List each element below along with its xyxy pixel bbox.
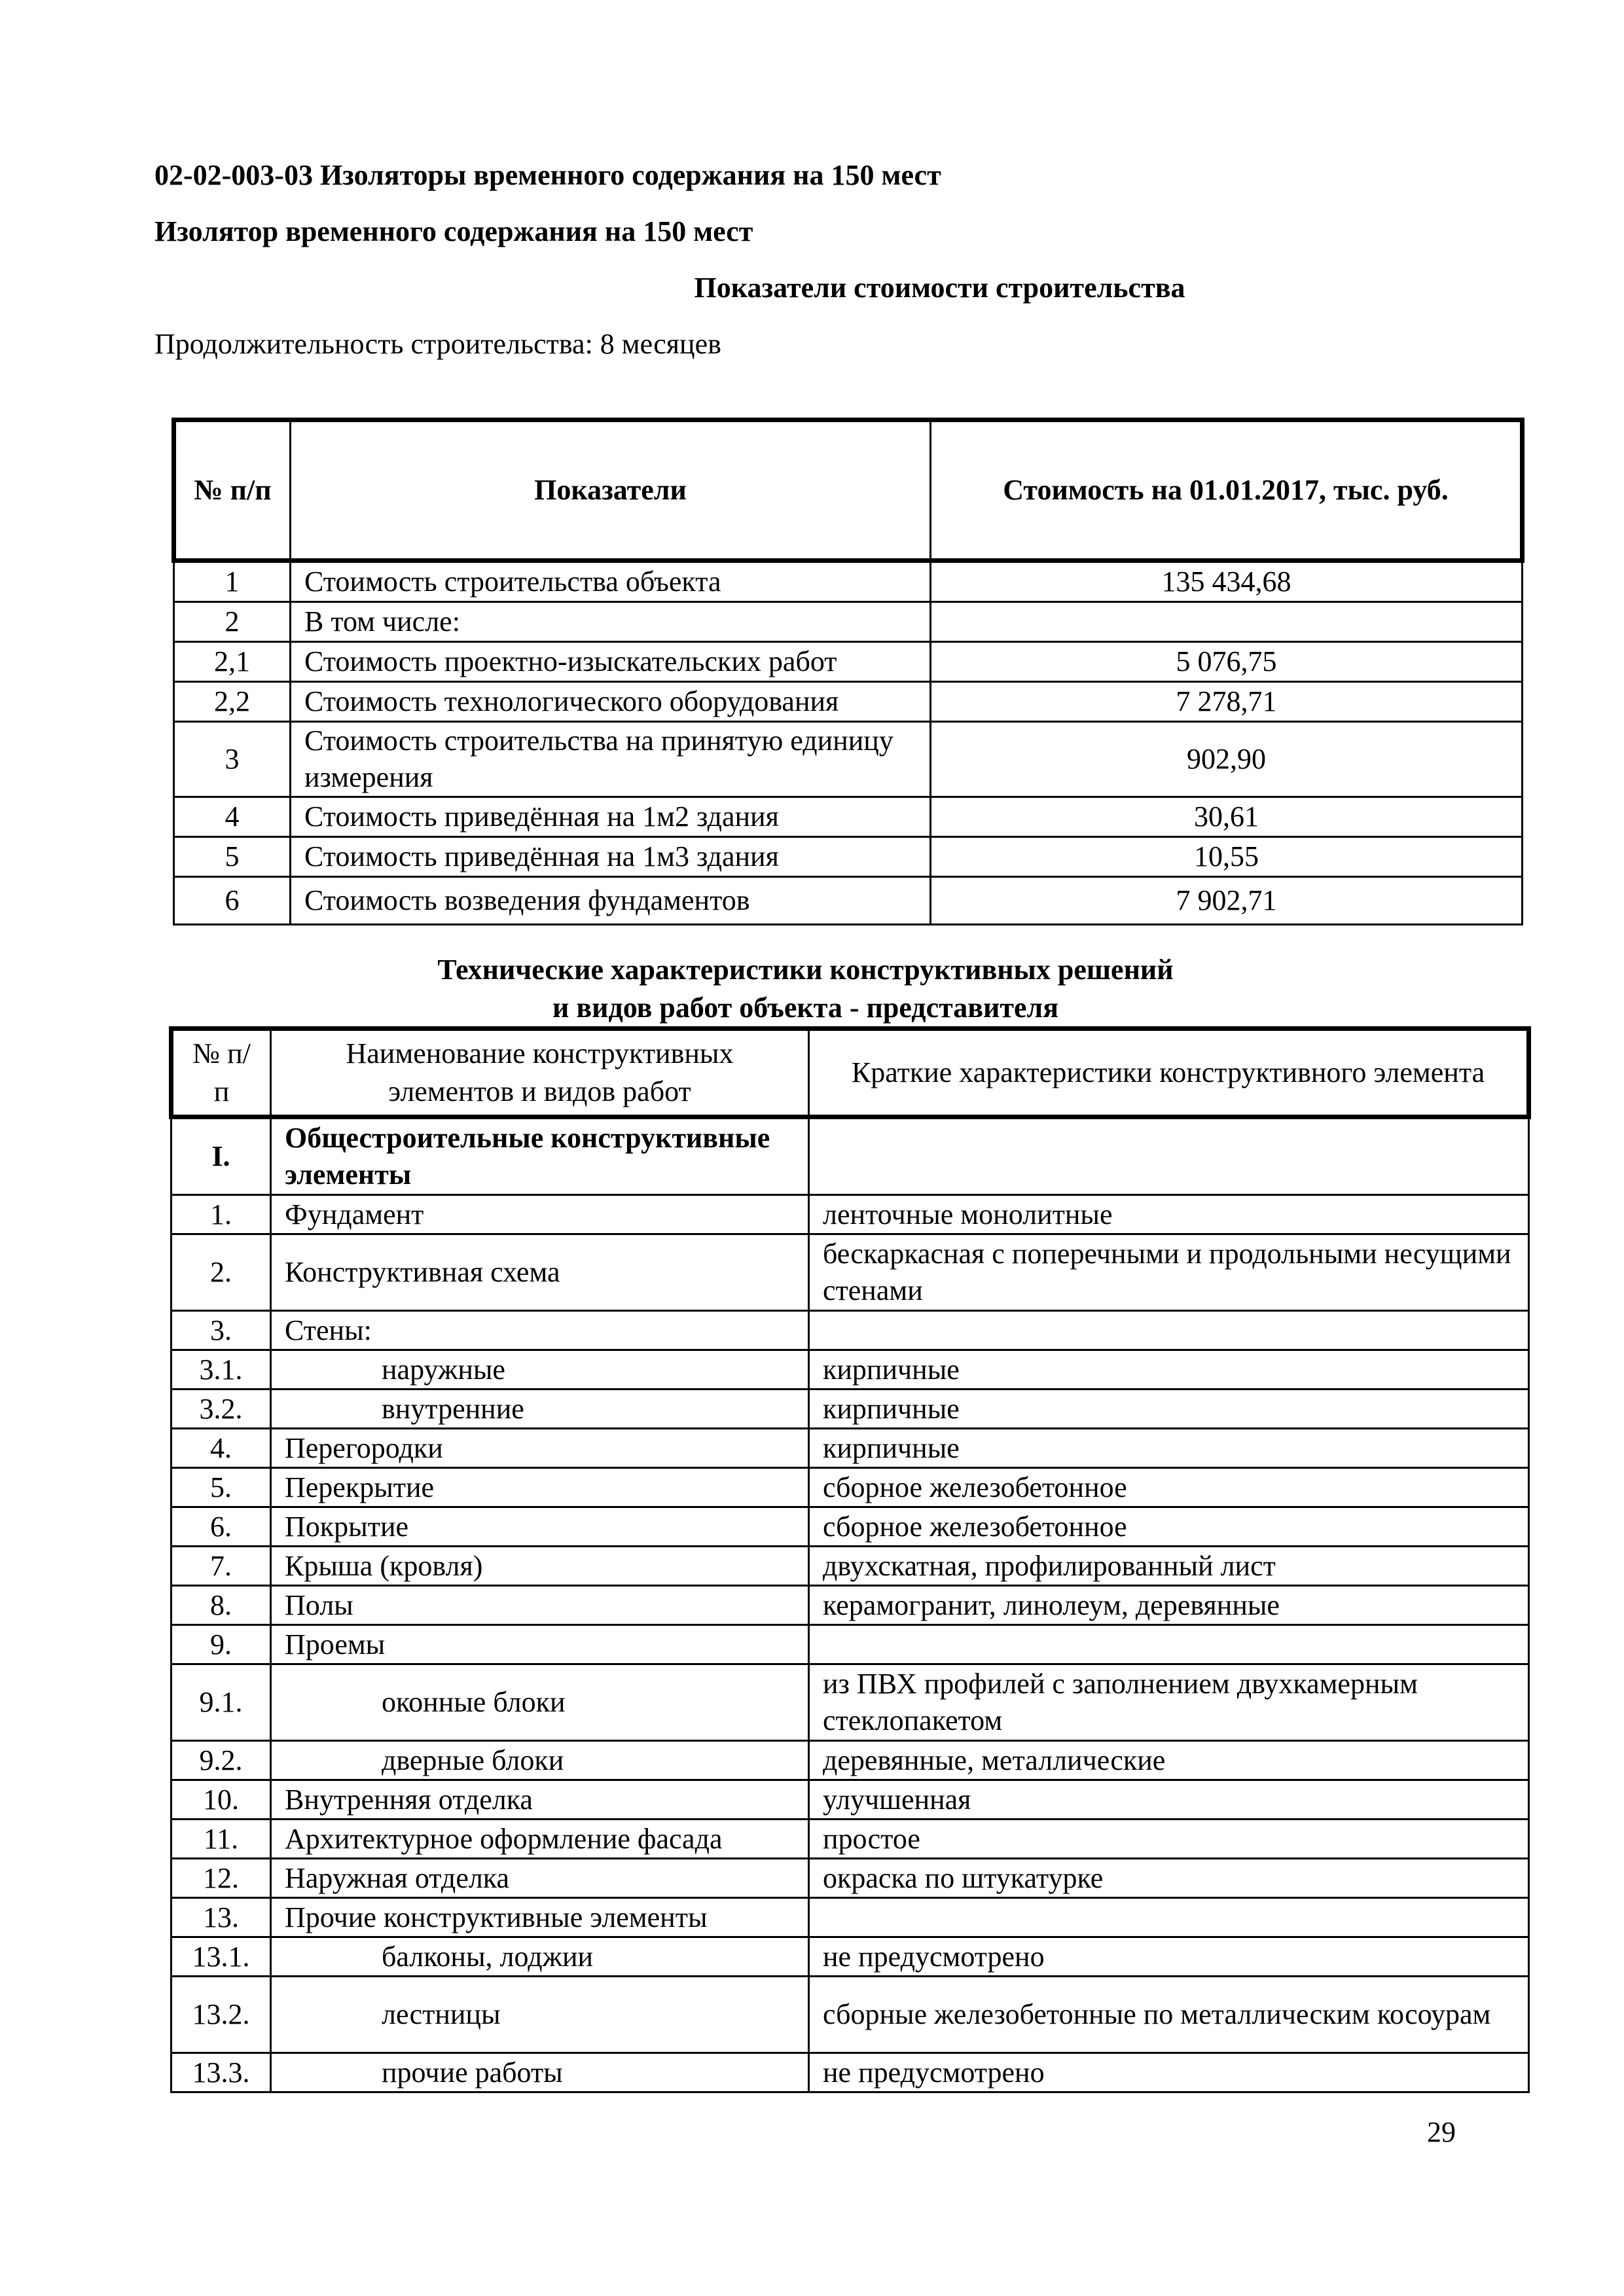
row-name: балконы, лоджии xyxy=(271,1937,809,1977)
row-num: 2,1 xyxy=(174,642,291,682)
row-num: 6 xyxy=(174,877,291,925)
row-num: 4. xyxy=(171,1429,271,1468)
table-row xyxy=(174,722,1523,797)
row-name: Стоимость приведённая на 1м3 здания xyxy=(291,837,931,877)
section-title: Показатели стоимости строительства xyxy=(694,272,1185,304)
row-value: 902,90 xyxy=(931,722,1523,797)
row-num: 12. xyxy=(171,1859,271,1898)
row-num: 11. xyxy=(171,1820,271,1859)
row-num: 3 xyxy=(174,722,291,797)
cost-table-header-row xyxy=(174,420,1523,561)
tech-table-header-row xyxy=(171,1029,1529,1117)
header-cost: Стоимость на 01.01.2017, тыс. руб. xyxy=(931,420,1523,561)
table-row xyxy=(174,602,1523,642)
table-row xyxy=(174,561,1523,602)
row-name: Конструктивная схема xyxy=(271,1234,809,1311)
row-desc: сборные железобетонные по металлическим косоурам xyxy=(809,1977,1529,2053)
row-value: 7 902,71 xyxy=(931,877,1523,925)
row-name: Стены: xyxy=(271,1311,809,1350)
row-name: Общестроительные конструктивные элементы xyxy=(271,1117,809,1195)
row-name: наружные xyxy=(271,1350,809,1390)
row-num: 7. xyxy=(171,1547,271,1586)
row-num: 5 xyxy=(174,837,291,877)
table-row xyxy=(171,1350,1529,1390)
row-name: Перегородки xyxy=(271,1429,809,1468)
row-num: 9.1. xyxy=(171,1664,271,1741)
row-desc: сборное железобетонное xyxy=(809,1468,1529,1507)
table-row xyxy=(171,1429,1529,1468)
row-desc: керамогранит, линолеум, деревянные xyxy=(809,1586,1529,1625)
table-row xyxy=(171,1586,1529,1625)
tech-title-line2: и видов работ объекта - представителя xyxy=(552,992,1058,1024)
row-value xyxy=(931,602,1523,642)
table-row xyxy=(171,1195,1529,1234)
row-desc xyxy=(809,1625,1529,1664)
row-num: 10. xyxy=(171,1780,271,1820)
row-num: 8. xyxy=(171,1586,271,1625)
header-characteristics: Краткие характеристики конструктивного элемента xyxy=(809,1029,1529,1117)
page-number: 29 xyxy=(1427,2116,1456,2148)
row-num: 13.2. xyxy=(171,1977,271,2053)
row-num: 1 xyxy=(174,561,291,602)
row-name: Наружная отделка xyxy=(271,1859,809,1898)
row-name: оконные блоки xyxy=(271,1664,809,1741)
table-row xyxy=(171,1780,1529,1820)
row-value: 30,61 xyxy=(931,797,1523,837)
row-desc: кирпичные xyxy=(809,1350,1529,1390)
row-num: 2. xyxy=(171,1234,271,1311)
row-name: Стоимость строительства на принятую единицу измерения xyxy=(291,722,931,797)
row-name: Крыша (кровля) xyxy=(271,1547,809,1586)
header-num: № п/п xyxy=(171,1029,271,1117)
construction-duration: Продолжительность строительства: 8 месяцев xyxy=(154,328,721,360)
table-row xyxy=(174,837,1523,877)
row-num: 2,2 xyxy=(174,682,291,722)
header-indicators: Показатели xyxy=(291,420,931,561)
row-name: Стоимость проектно-изыскательских работ xyxy=(291,642,931,682)
header-element-name: Наименование конструктивных элементов и видов работ xyxy=(271,1029,809,1117)
row-desc: не предусмотрено xyxy=(809,2053,1529,2092)
row-name: Архитектурное оформление фасада xyxy=(271,1820,809,1859)
row-desc: сборное железобетонное xyxy=(809,1507,1529,1547)
row-value: 7 278,71 xyxy=(931,682,1523,722)
row-num: 3.1. xyxy=(171,1350,271,1390)
table-row xyxy=(174,877,1523,925)
row-num: 6. xyxy=(171,1507,271,1547)
table-row xyxy=(174,797,1523,837)
table-row xyxy=(171,1898,1529,1937)
row-num: 1. xyxy=(171,1195,271,1234)
row-name: Перекрытие xyxy=(271,1468,809,1507)
row-name: внутренние xyxy=(271,1390,809,1429)
row-value: 5 076,75 xyxy=(931,642,1523,682)
row-num: 2 xyxy=(174,602,291,642)
row-value: 10,55 xyxy=(931,837,1523,877)
row-value: 135 434,68 xyxy=(931,561,1523,602)
row-num: I. xyxy=(171,1117,271,1195)
table-row xyxy=(171,1311,1529,1350)
row-num: 3. xyxy=(171,1311,271,1350)
row-desc: бескаркасная с поперечными и продольными несущими стенами xyxy=(809,1234,1529,1311)
row-desc xyxy=(809,1311,1529,1350)
table-row xyxy=(171,2053,1529,2092)
row-num: 3.2. xyxy=(171,1390,271,1429)
row-desc: из ПВХ профилей с заполнением двухкамерным стеклопакетом xyxy=(809,1664,1529,1741)
table-row xyxy=(171,1547,1529,1586)
table-row xyxy=(171,1234,1529,1311)
table-row xyxy=(171,1117,1529,1195)
row-num: 13. xyxy=(171,1898,271,1937)
row-name: Стоимость возведения фундаментов xyxy=(291,877,931,925)
table-row xyxy=(171,1820,1529,1859)
row-name: Внутренняя отделка xyxy=(271,1780,809,1820)
row-desc: деревянные, металлические xyxy=(809,1741,1529,1780)
table-row xyxy=(174,682,1523,722)
table-row xyxy=(171,1741,1529,1780)
header-num: № п/п xyxy=(174,420,291,561)
table-row xyxy=(174,642,1523,682)
row-desc: улучшенная xyxy=(809,1780,1529,1820)
row-desc: двухскатная, профилированный лист xyxy=(809,1547,1529,1586)
row-desc: кирпичные xyxy=(809,1429,1529,1468)
row-name: лестницы xyxy=(271,1977,809,2053)
row-name: Полы xyxy=(271,1586,809,1625)
row-desc xyxy=(809,1117,1529,1195)
row-num: 9. xyxy=(171,1625,271,1664)
row-num: 4 xyxy=(174,797,291,837)
row-name: Стоимость приведённая на 1м2 здания xyxy=(291,797,931,837)
row-name: прочие работы xyxy=(271,2053,809,2092)
row-name: Покрытие xyxy=(271,1507,809,1547)
row-name: В том числе: xyxy=(291,602,931,642)
row-desc: окраска по штукатурке xyxy=(809,1859,1529,1898)
row-name: Стоимость строительства объекта xyxy=(291,561,931,602)
row-name: Проемы xyxy=(271,1625,809,1664)
row-num: 9.2. xyxy=(171,1741,271,1780)
row-num: 5. xyxy=(171,1468,271,1507)
table-row xyxy=(171,1664,1529,1741)
cost-indicators-table xyxy=(171,418,1525,925)
table-row xyxy=(171,1390,1529,1429)
object-title: Изолятор временного содержания на 150 мест xyxy=(154,215,753,247)
table-row xyxy=(171,1468,1529,1507)
row-desc xyxy=(809,1898,1529,1937)
row-name: дверные блоки xyxy=(271,1741,809,1780)
row-name: Стоимость технологического оборудования xyxy=(291,682,931,722)
row-desc: не предусмотрено xyxy=(809,1937,1529,1977)
table-row xyxy=(171,1507,1529,1547)
row-desc: ленточные монолитные xyxy=(809,1195,1529,1234)
document-code-title: 02-02-003-03 Изоляторы временного содержания на 150 мест xyxy=(154,159,941,191)
table-row xyxy=(171,1937,1529,1977)
table-row xyxy=(171,1625,1529,1664)
row-desc: кирпичные xyxy=(809,1390,1529,1429)
tech-characteristics-table xyxy=(169,1026,1531,2093)
row-num: 13.1. xyxy=(171,1937,271,1977)
table-row xyxy=(171,1977,1529,2053)
table-row xyxy=(171,1859,1529,1898)
tech-title-line1: Технические характеристики конструктивных решений xyxy=(437,954,1174,986)
row-num: 13.3. xyxy=(171,2053,271,2092)
row-name: Прочие конструктивные элементы xyxy=(271,1898,809,1937)
row-name: Фундамент xyxy=(271,1195,809,1234)
row-desc: простое xyxy=(809,1820,1529,1859)
